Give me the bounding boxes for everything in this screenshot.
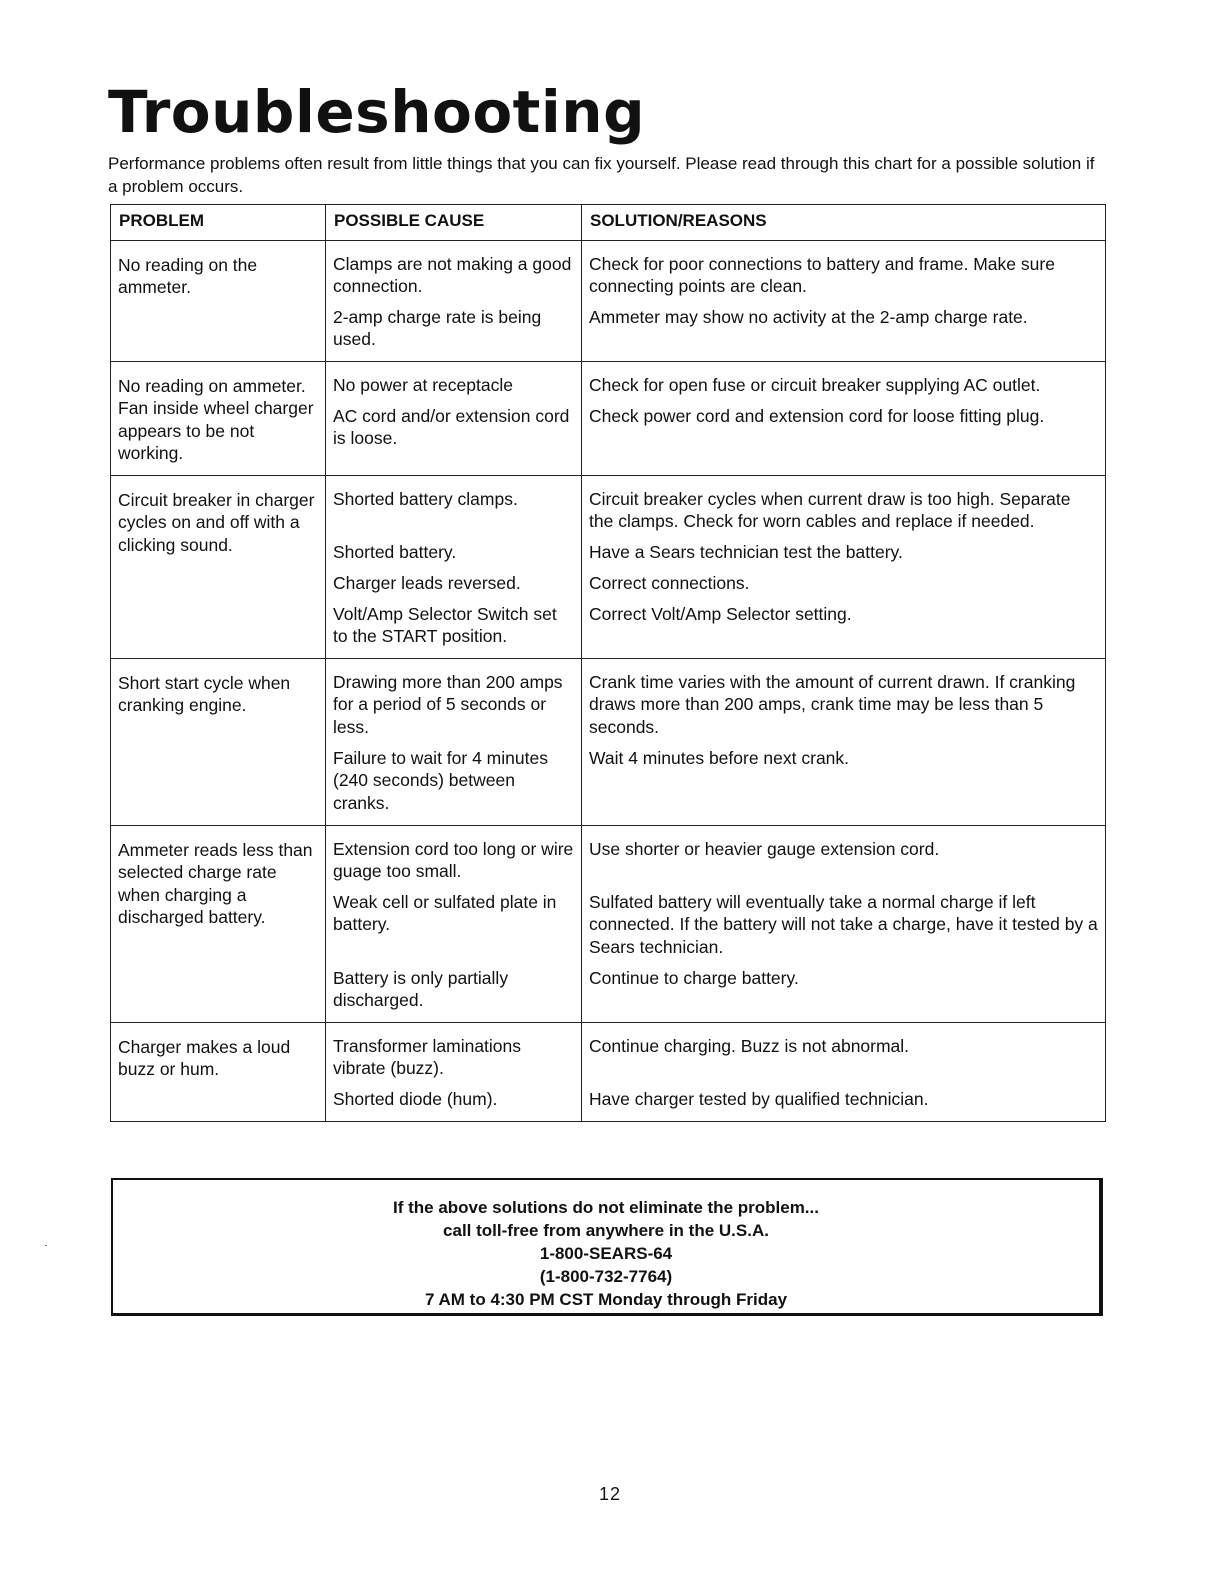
header-possible-cause: POSSIBLE CAUSE — [326, 205, 582, 241]
cause-cell — [326, 1022, 582, 1121]
solution-text: Crank time varies with the amount of current drawn. If cranking draws more than 200 amps, crank time may be less than 5 seconds. — [589, 671, 1076, 737]
possible-cause: 2-amp charge rate is being used. — [333, 306, 542, 349]
solution-text: Check for open fuse or circuit breaker supplying AC outlet. — [589, 374, 1041, 395]
table-row — [111, 240, 1106, 361]
possible-cause: Shorted battery. — [333, 541, 457, 562]
callout-phone: 1-800-SEARS-64 — [539, 1244, 673, 1263]
possible-cause: Failure to wait for 4 minutes (240 seconds) between cranks. — [333, 747, 548, 813]
possible-cause: Extension cord too long or wire guage too small. — [333, 838, 574, 881]
contact-callout — [111, 1178, 1103, 1316]
table-row — [111, 1022, 1106, 1121]
possible-cause: Weak cell or sulfated plate in battery. — [333, 891, 557, 934]
possible-cause: Shorted battery clamps. — [333, 488, 518, 509]
solution-cell — [582, 825, 1106, 1022]
page-title: Troubleshooting — [108, 78, 646, 146]
table-header-row — [111, 205, 1106, 241]
possible-cause: Drawing more than 200 amps for a period of 5 seconds or less. — [333, 671, 563, 737]
table-row — [111, 825, 1106, 1022]
possible-cause: Charger leads reversed. — [333, 572, 521, 593]
possible-cause: Shorted diode (hum). — [333, 1088, 498, 1109]
cause-cell — [326, 361, 582, 475]
problem-cell: Short start cycle when cranking engine. — [111, 658, 326, 825]
solution-text: Correct connections. — [589, 572, 750, 593]
cause-cell — [326, 475, 582, 658]
possible-cause: Transformer laminations vibrate (buzz). — [333, 1035, 522, 1078]
callout-hours: 7 AM to 4:30 PM CST Monday through Friday — [424, 1290, 788, 1309]
solution-text: Check for poor connections to battery and frame. Make sure connecting points are clean. — [589, 253, 1055, 296]
problem-cell: Circuit breaker in charger cycles on and off with a clicking sound. — [111, 475, 326, 658]
problem-cell: No reading on ammeter. Fan inside wheel charger appears to be not working. — [111, 361, 326, 475]
solution-cell — [582, 475, 1106, 658]
solution-text: Continue to charge battery. — [589, 967, 799, 988]
possible-cause: No power at receptacle — [333, 374, 513, 395]
possible-cause: Battery is only partially discharged. — [333, 967, 509, 1010]
table-row — [111, 658, 1106, 825]
callout-line: If the above solutions do not eliminate the problem... — [393, 1198, 819, 1217]
table-row — [111, 361, 1106, 475]
header-problem: PROBLEM — [111, 205, 326, 241]
solution-text: Correct Volt/Amp Selector setting. — [589, 603, 852, 624]
possible-cause: Volt/Amp Selector Switch set to the START position. — [333, 603, 557, 646]
possible-cause: AC cord and/or extension cord is loose. — [333, 405, 570, 448]
cause-cell — [326, 825, 582, 1022]
intro-text: Performance problems often result from little things that you can fix yourself. Please read through this chart for a possible solution if a problem occurs. — [108, 154, 1095, 196]
solution-text: Wait 4 minutes before next crank. — [589, 747, 850, 768]
solution-text: Continue charging. Buzz is not abnormal. — [589, 1035, 910, 1056]
problem-cell: Charger makes a loud buzz or hum. — [111, 1022, 326, 1121]
page-number: 12 — [598, 1484, 622, 1504]
solution-text: Ammeter may show no activity at the 2-amp charge rate. — [589, 306, 1028, 327]
solution-text: Sulfated battery will eventually take a normal charge if left connected. If the battery will not take a charge, have it tested by a Sears technician. — [589, 891, 1098, 957]
problem-cell: No reading on the ammeter. — [111, 240, 326, 361]
scan-speck — [45, 1245, 47, 1246]
cause-cell — [326, 658, 582, 825]
solution-text: Use shorter or heavier gauge extension cord. — [589, 838, 940, 859]
solution-text: Have charger tested by qualified technician. — [589, 1088, 929, 1109]
solution-cell — [582, 1022, 1106, 1121]
solution-text: Check power cord and extension cord for loose fitting plug. — [589, 405, 1045, 426]
solution-cell — [582, 240, 1106, 361]
table-row — [111, 475, 1106, 658]
solution-text: Have a Sears technician test the battery. — [589, 541, 903, 562]
solution-cell — [582, 361, 1106, 475]
troubleshooting-table — [110, 204, 1106, 1122]
header-solution: SOLUTION/REASONS — [582, 205, 1106, 241]
solution-cell — [582, 658, 1106, 825]
callout-phone-numeric: (1-800-732-7764) — [539, 1267, 673, 1286]
problem-cell: Ammeter reads less than selected charge rate when charging a discharged battery. — [111, 825, 326, 1022]
callout-line: call toll-free from anywhere in the U.S.A. — [443, 1221, 769, 1240]
cause-cell — [326, 240, 582, 361]
possible-cause: Clamps are not making a good connection. — [333, 253, 572, 296]
solution-text: Circuit breaker cycles when current draw is too high. Separate the clamps. Check for worn cables and replace if needed. — [589, 488, 1071, 531]
